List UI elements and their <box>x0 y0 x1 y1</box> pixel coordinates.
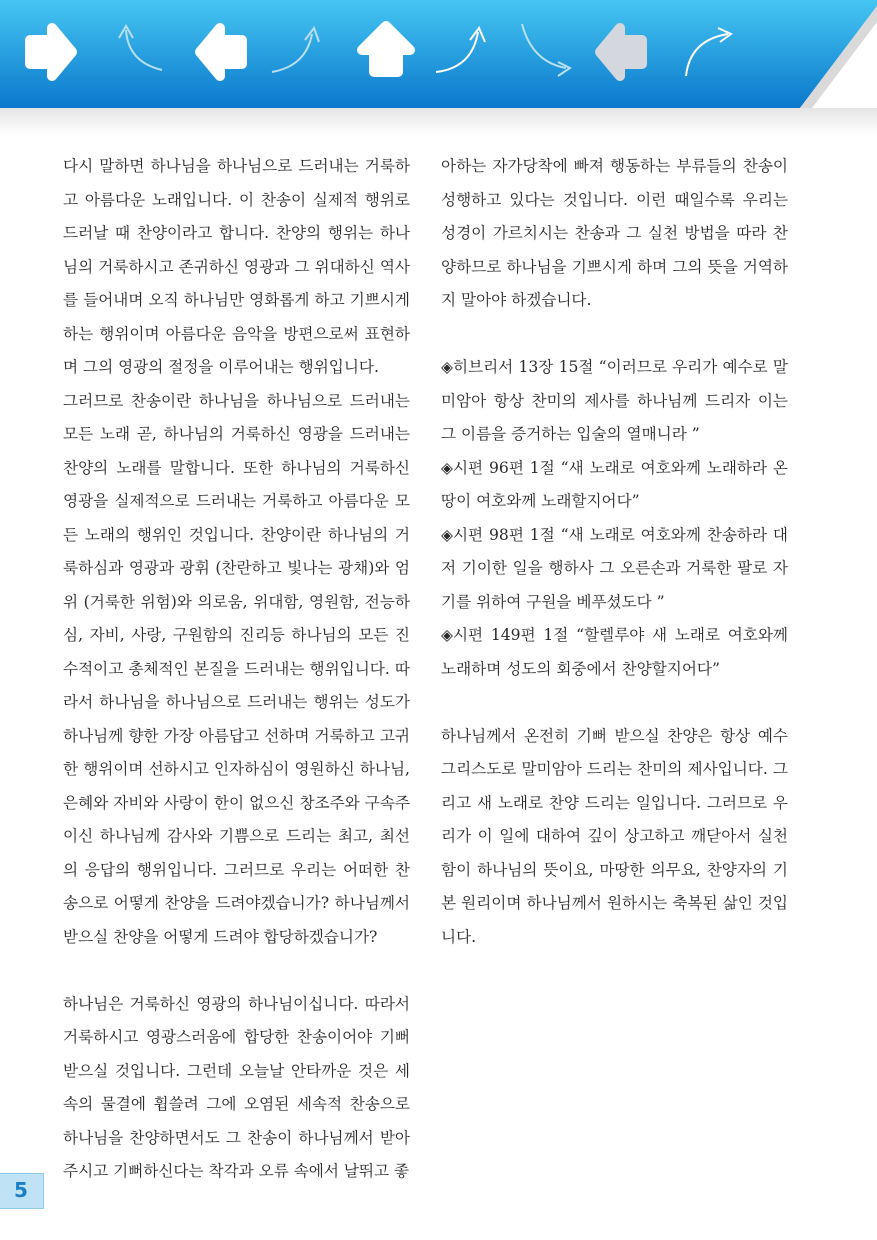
paragraph: 그러므로 찬송이란 하나님을 하나님으로 드러내는 모든 노래 곧, 하나님의 거룩하신 영광을 드러내는 찬양의 노래를 말합니다. 또한 하나님의 거룩하신 영광을 실제적으로 드러내는 거룩하고 아름다운 모든 노래의 행위인 것입니다. 찬양이란 하나님의 거룩하심과 영광과 광휘 (찬란하고 빛나는 광채)와 엄위 (거룩한 위험)와 의로움, 위대함, 영원함, 전능하심, 자비, 사랑, 구원함의 진리등 하나님의 모든 진수적이고 총체적인 본질을 드러내는 행위입니다. 따라서 하나님을 하나님으로 드러내는 행위는 성도가 하나님께 향한 가장 아름답고 선하며 거룩하고 고귀한 행위이며 선하시고 인자하심이 영원하신 하나님, 은혜와 자비와 사랑이 한이 없으신 창조주와 구속주이신 하나님께 감사와 기쁨으로 드리는 최고, 최선의 응답의 행위입니다. 그러므로 우리는 어떠한 찬송으로 어떻게 찬양을 드려야겠습니가? 하나님께서 받으실 찬양을 어떻게 드려야 합당하겠습니가? <box>63 391 410 946</box>
page-number-badge <box>0 1173 44 1209</box>
scripture-quote: ◈시편 98편 1절 “새 노래로 여호와께 찬송하라 대저 기이한 일을 행하사 그 오른손과 거룩한 팔로 자기를 위하여 구원을 베푸셨도다 ” <box>441 525 788 611</box>
paragraph: 다시 말하면 하나님을 하나님으로 드러내는 거룩하고 아름다운 노래입니다. 이 찬송이 실제적 행위로 드러날 때 찬양이라고 합니다. 찬양의 행위는 하나님의 거룩하시고 존귀하신 영광과 그 위대하신 역사를 들어내며 오직 하나님만 영화롭게 하고 기쁘시게 하는 행위이며 아름다운 음악을 방편으로써 표현하며 그의 영광의 절정을 이루어내는 행위입니다. <box>63 157 410 376</box>
scripture-quote: ◈시편 149편 1절 “할렐루야 새 노래로 여호와께 노래하며 성도의 회중에서 찬양할지어다” <box>441 626 788 678</box>
paragraph: 아하는 자가당착에 빠져 행동하는 부류들의 찬송이 성행하고 있다는 것입니다. 이런 때일수록 우리는 성경이 가르치시는 찬송과 그 실천 방법을 따라 찬양하므로 하나님을 기쁘시게 하며 그의 뜻을 거역하지 말아야 하겠습니다. <box>441 157 788 309</box>
header-banner <box>0 0 877 135</box>
right-text-column <box>441 150 788 954</box>
page-number: 5 <box>14 1178 28 1202</box>
paragraph: 하나님은 거룩하신 영광의 하나님이십니다. 따라서 거룩하시고 영광스러움에 합당한 찬송이어야 기뻐 받으실 것입니다. 그런데 오늘날 안타까운 것은 세속의 물결에 휩쓸려 그에 오염된 세속적 찬송으로 하나님을 찬양하면서도 그 찬송이 하나님께서 받아주시고 기뻐하신다는 착각과 오류 속에서 날뛰고 좋 <box>63 994 410 1180</box>
left-text-column <box>63 150 410 1189</box>
scripture-quote: ◈시편 96편 1절 “새 노래로 여호와께 노래하라 온 땅이 여호와께 노래할지어다” <box>441 458 788 510</box>
scripture-quote: ◈히브리서 13장 15절 “이러므로 우리가 예수로 말미암아 항상 찬미의 제사를 하나님께 드리자 이는 그 이름을 증거하는 입술의 열매니라 ” <box>441 358 788 443</box>
paragraph: 하나님께서 온전히 기뻐 받으실 찬양은 항상 예수 그리스도로 말미암아 드리는 찬미의 제사입니다. 그리고 새 노래로 찬양 드리는 일입니다. 그러므로 우리가 이 일에 대하여 깊이 상고하고 깨닫아서 실천함이 하나님의 뜻이요, 마땅한 의무요, 찬양자의 기본 원리이며 하나님께서 원하시는 축복된 삶인 것입니다. <box>441 726 788 946</box>
